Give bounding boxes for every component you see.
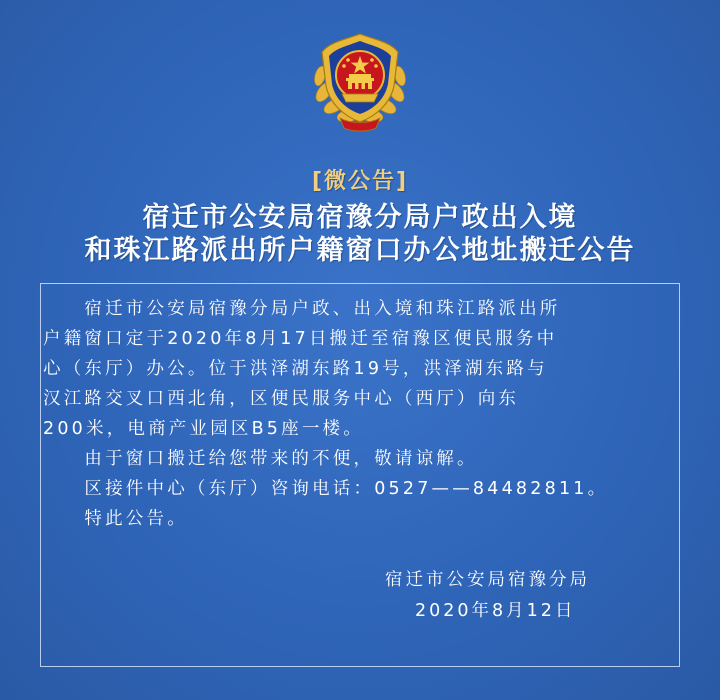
apology-line: 由于窗口搬迁给您带来的不便，敬请谅解。	[43, 449, 478, 469]
notice-title-line-1: 宿迁市公安局宿豫分局户政出入境	[142, 202, 578, 233]
body-line: 200米，电商产业园区B5座一楼。	[43, 419, 364, 439]
contact-phone-line: 区接件中心（东厅）咨询电话：0527——84482811。	[43, 479, 609, 499]
signature-issuer: 宿迁市公安局宿豫分局	[385, 570, 590, 590]
body-line: 汉江路交叉口西北角，区便民服务中心（西厅）向东	[43, 389, 520, 409]
notice-title-line-2: 和珠江路派出所户籍窗口办公地址搬迁公告	[84, 235, 636, 266]
notice-body-paragraph	[43, 294, 608, 534]
police-badge-icon	[306, 30, 414, 136]
signature-date: 2020年8月12日	[415, 601, 576, 621]
closing-line: 特此公告。	[43, 509, 188, 529]
body-line: 宿迁市公安局宿豫分局户政、出入境和珠江路派出所	[43, 299, 561, 319]
notice-tag: [微公告]	[311, 169, 409, 194]
body-line: 户籍窗口定于2020年8月17日搬迁至宿豫区便民服务中	[43, 329, 558, 349]
body-line: 心（东厅）办公。位于洪泽湖东路19号，洪泽湖东路与	[43, 359, 548, 379]
